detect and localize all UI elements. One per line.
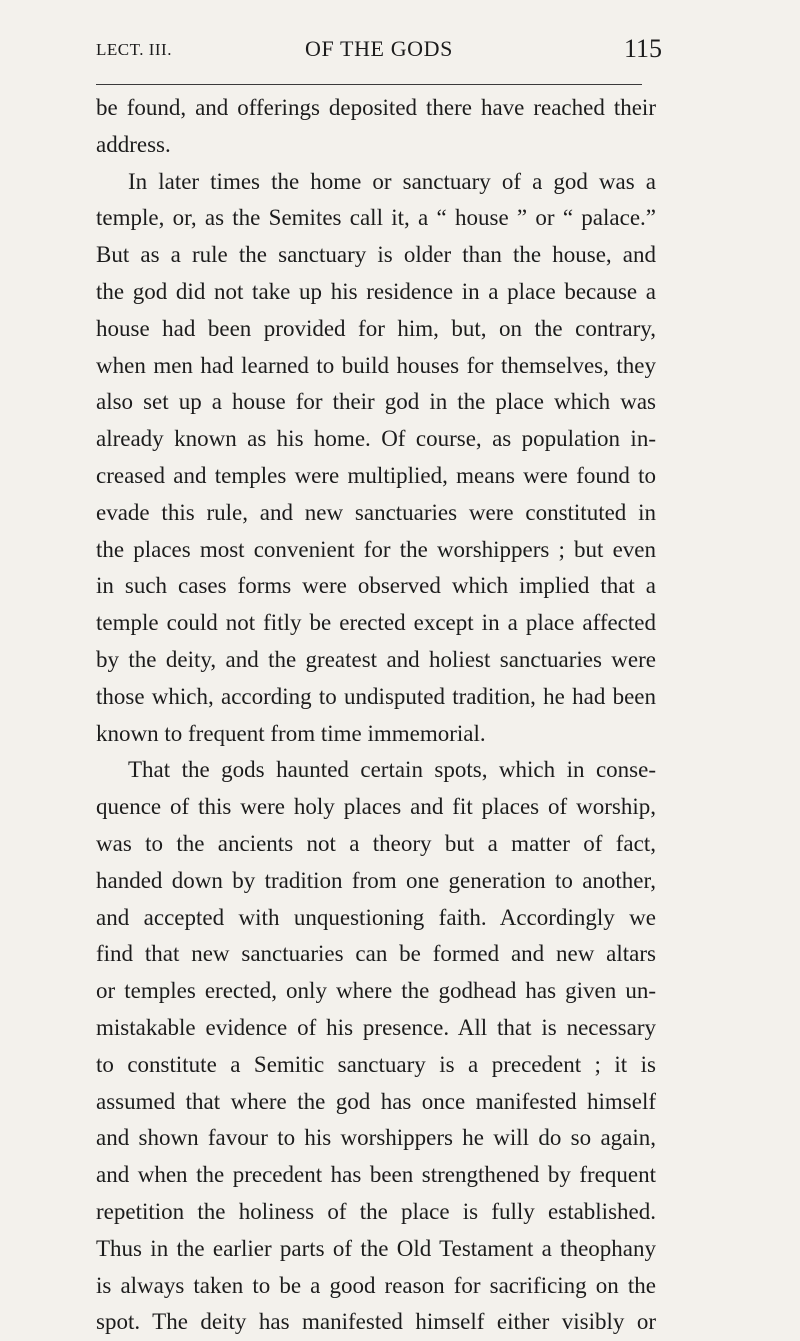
text-line: in such cases forms were observed which implied that a [96, 573, 656, 599]
text-line: creased and temples were multiplied, means were found to [96, 462, 656, 488]
text-line: also set up a house for their god in the place which was [96, 389, 656, 415]
text-line: temple, or, as the Semites call it, a “ house ” or “ palace.” [96, 205, 656, 231]
text-line: repetition the holiness of the place is fully established. [96, 1198, 656, 1224]
text-line: and when the precedent has been strengthened by frequent [96, 1162, 656, 1188]
text-line: find that new sanctuaries can be formed and new altars [96, 941, 656, 967]
text-line: be found, and offerings deposited there have reached their [96, 95, 656, 120]
text-line: quence of this were holy places and fit places of worship, [96, 794, 656, 820]
text-line: mistakable evidence of his presence. All that is necessary [96, 1014, 656, 1040]
running-head [96, 34, 662, 64]
text-line: to constitute a Semitic sanctuary is a precedent ; it is [96, 1051, 656, 1077]
text-line: those which, according to undisputed tradition, he had been [96, 683, 656, 709]
text-line: address. [96, 131, 171, 157]
text-line: In later times the home or sanctuary of a god was a [128, 168, 656, 194]
text-line: is always taken to be a good reason for sacrificing on the [96, 1272, 656, 1298]
page-number: 115 [623, 34, 662, 63]
text-line: the god did not take up his residence in a place because a [96, 278, 656, 304]
text-line: Thus in the earlier parts of the Old Testament a theophany [96, 1235, 656, 1261]
text-line: already known as his home. Of course, as population in- [96, 426, 656, 452]
text-line: spot. The deity has manifested himself either visibly or [96, 1309, 656, 1335]
text-line: and shown favour to his worshippers he will do so again, [96, 1125, 656, 1151]
text-line: or temples erected, only where the godhead has given un- [96, 978, 656, 1004]
text-line: was to the ancients not a theory but a matter of fact, [96, 830, 656, 856]
text-line: and accepted with unquestioning faith. Accordingly we [96, 904, 656, 930]
body-text [96, 90, 656, 1341]
text-line: when men had learned to build houses for themselves, they [96, 352, 656, 378]
lecture-number: LECT. III. [96, 40, 172, 59]
text-line: house had been provided for him, but, on the contrary, [96, 315, 656, 341]
text-line: But as a rule the sanctuary is older than the house, and [96, 242, 656, 268]
header-rule [96, 84, 642, 85]
chapter-title: OF THE GODS [305, 36, 453, 61]
text-line: handed down by tradition from one generation to another, [96, 867, 656, 893]
text-line: assumed that where the god has once manifested himself [96, 1088, 656, 1114]
text-line: That the gods haunted certain spots, which in conse- [128, 757, 656, 783]
text-line: the places most convenient for the worshippers ; but even [96, 536, 656, 562]
text-line: known to frequent from time immemorial. [96, 720, 486, 746]
text-line: by the deity, and the greatest and holiest sanctuaries were [96, 646, 656, 672]
text-line: temple could not fitly be erected except in a place affected [96, 610, 656, 636]
text-line: evade this rule, and new sanctuaries were constituted in [96, 499, 656, 525]
